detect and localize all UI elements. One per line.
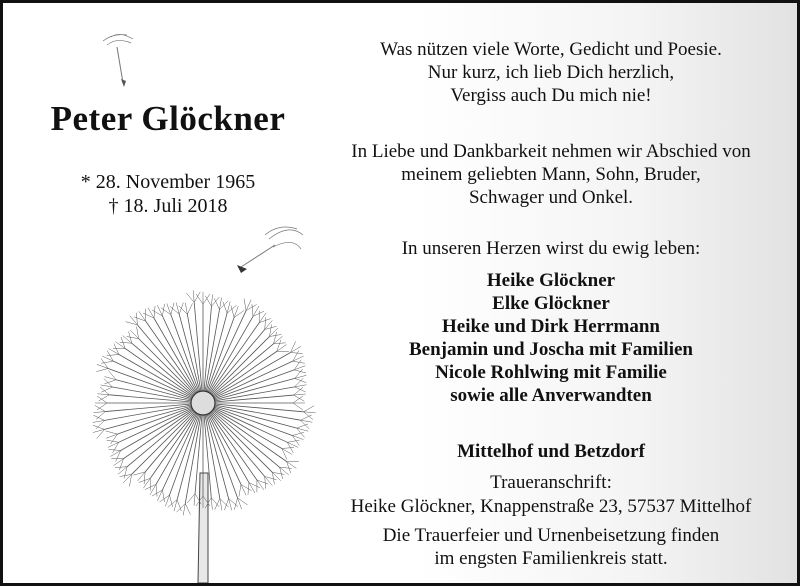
poem-line: Nur kurz, ich lieb Dich herzlich, [427,62,675,83]
deceased-name: Peter Glöckner [50,99,286,138]
poem-line: Was nützen viele Worte, Gedicht und Poesie. [380,39,722,60]
life-dates [3,170,333,218]
mourning-address [303,471,799,519]
farewell-line: meinem geliebten Mann, Sohn, Bruder, [401,164,701,185]
mourners-list [303,269,799,407]
poem [303,38,799,107]
funeral-line: im engsten Familienkreis statt. [434,548,668,569]
address-label: Traueranschrift: [490,472,612,493]
mourner: Benjamin und Joscha mit Familien [409,339,693,360]
mourner: Elke Glöckner [492,293,610,314]
farewell-text [303,140,799,209]
farewell-line: Schwager und Onkel. [468,187,634,208]
place: Mittelhof und Betzdorf [457,441,645,462]
mourner: Heike Glöckner [486,270,616,291]
dandelion-icon [93,290,316,583]
poem-line: Vergiss auch Du mich nie! [450,85,652,106]
death-date: † 18. Juli 2018 [108,195,228,217]
funeral-info [303,524,799,570]
address-line: Heike Glöckner, Knappenstraße 23, 57537 Mittelhof [350,496,752,517]
mourners-intro: In unseren Herzen wirst du ewig leben: [401,238,701,259]
mourner: Nicole Rohlwing mit Familie [435,362,667,383]
birth-date: * 28. November 1965 [80,171,256,193]
mourner: Heike und Dirk Herrmann [442,316,660,337]
seed-icon [103,34,133,87]
seed-icon [237,227,303,273]
mourner: sowie alle Anverwandten [450,385,652,406]
funeral-line: Die Trauerfeier und Urnenbeisetzung finden [382,525,720,546]
farewell-line: In Liebe und Dankbarkeit nehmen wir Abschied von [351,141,751,162]
